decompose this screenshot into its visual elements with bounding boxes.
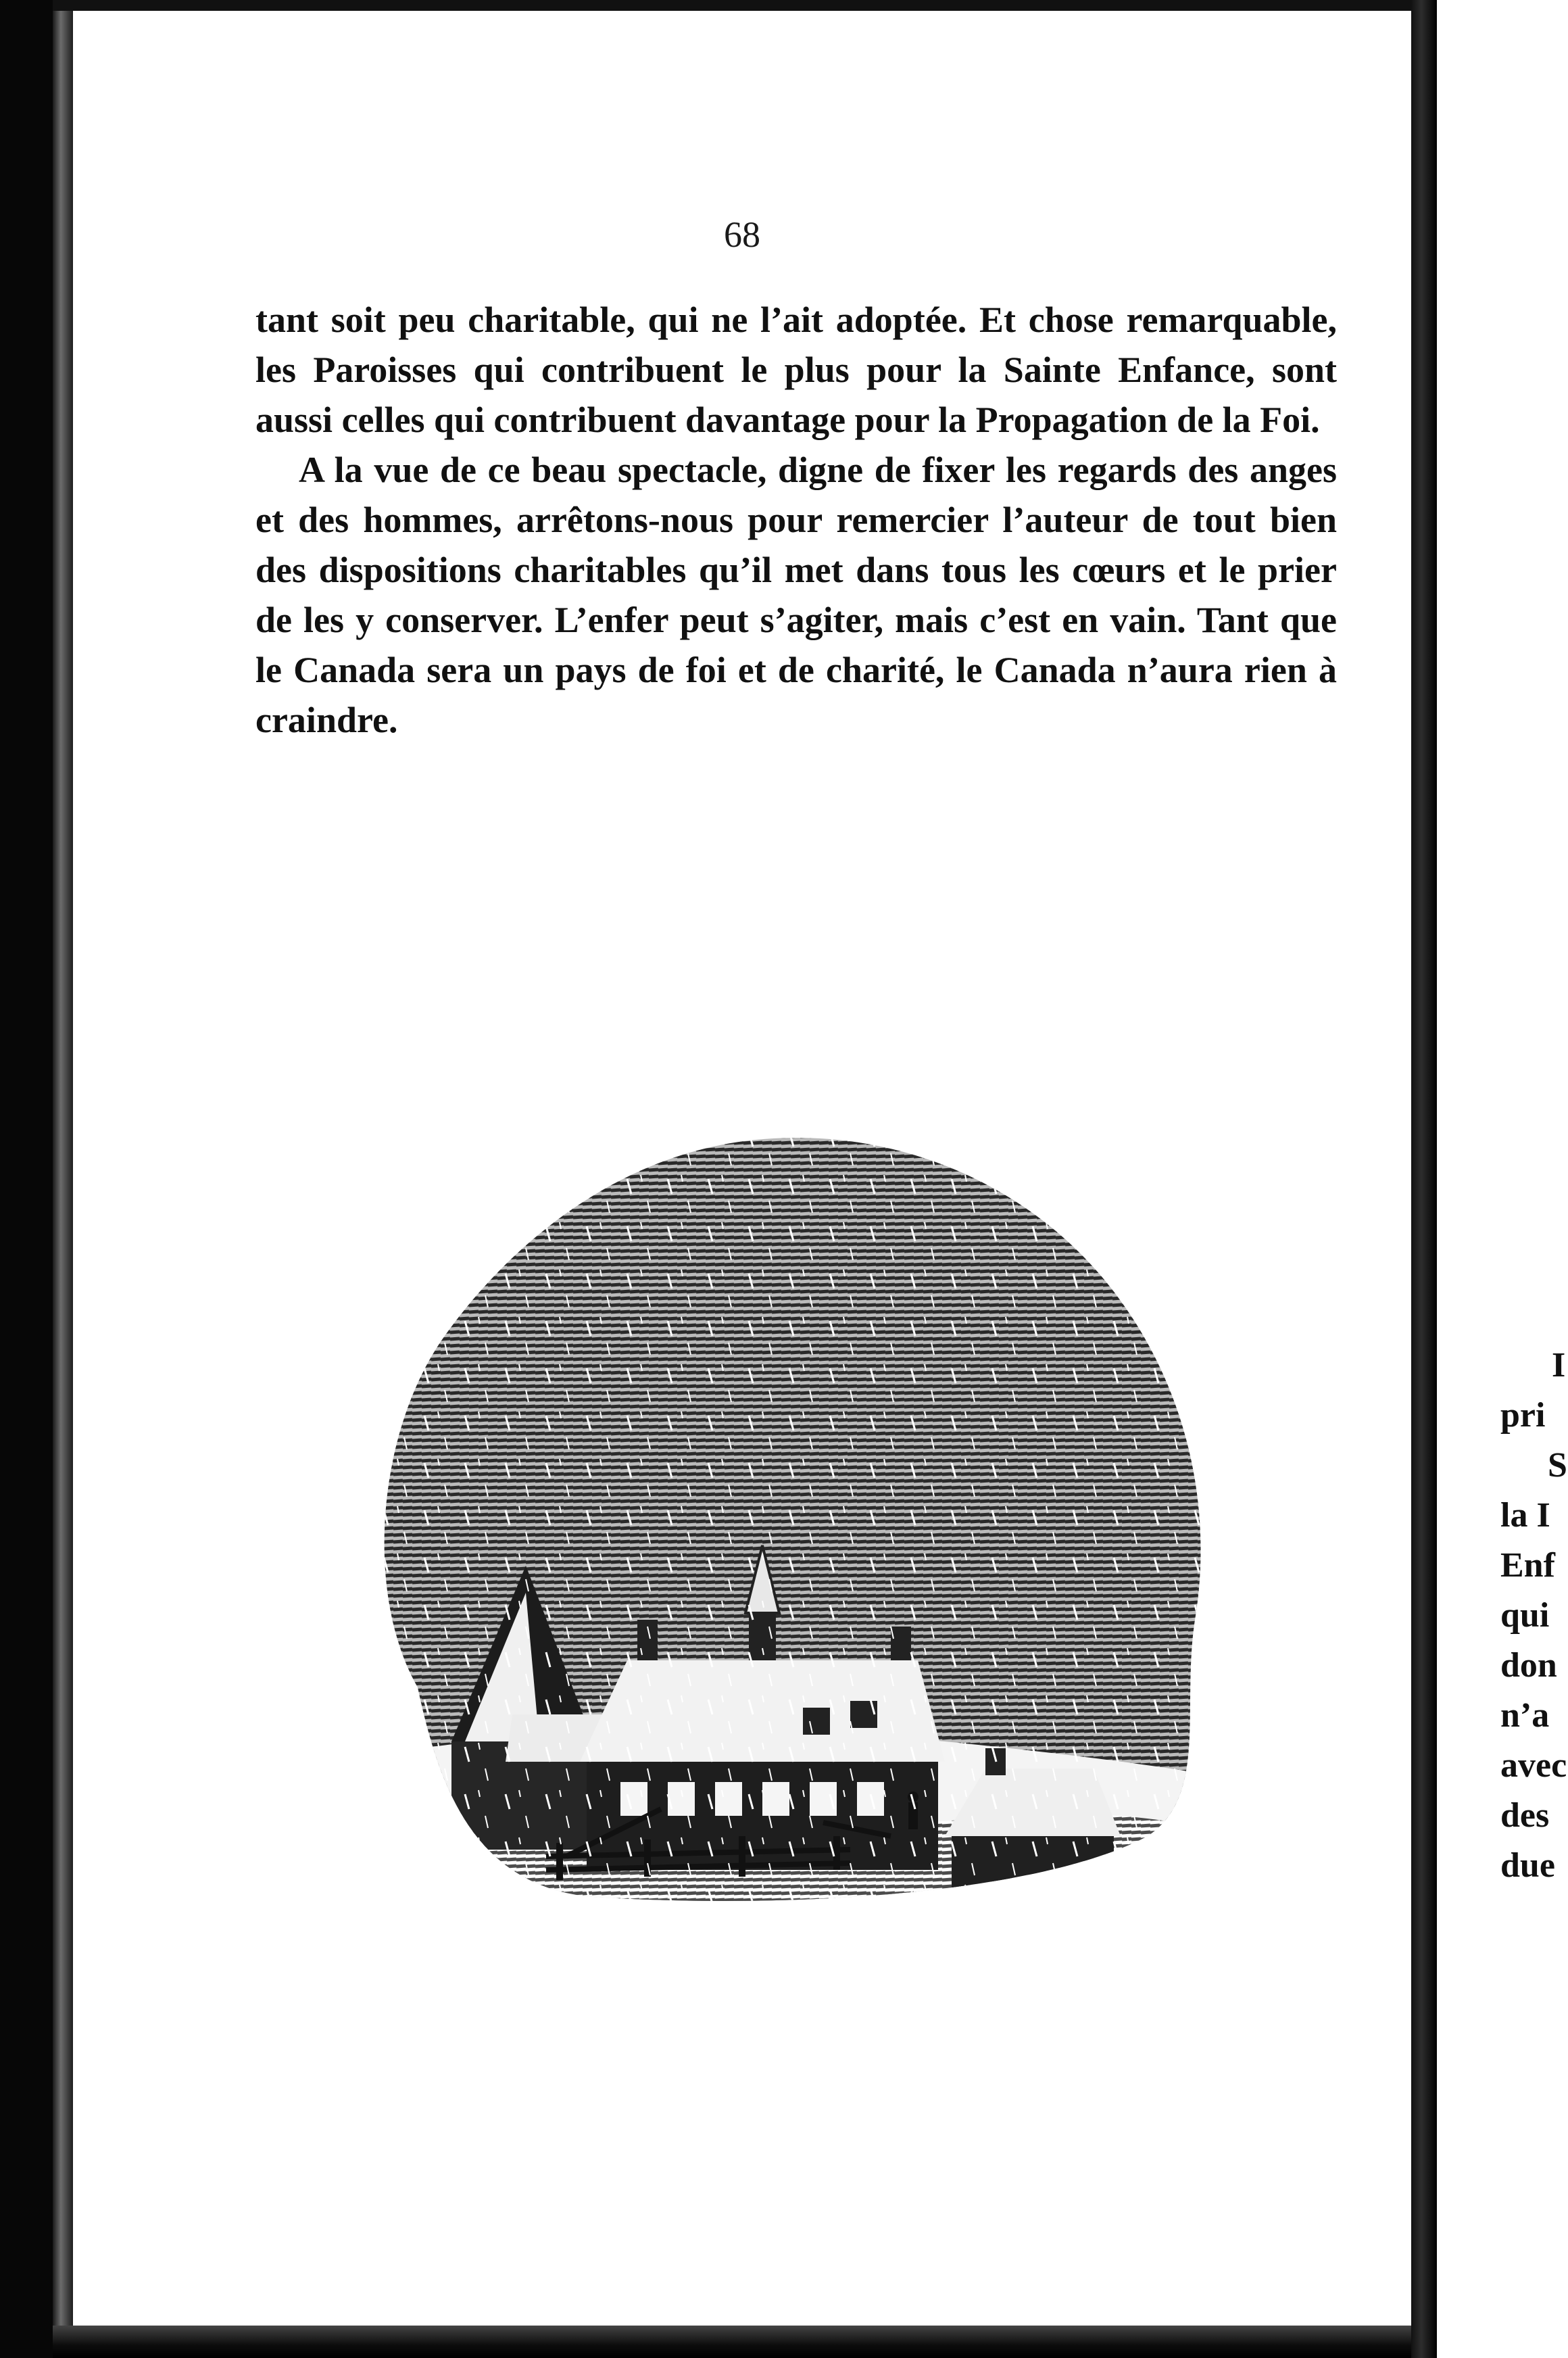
- facing-line-5: Enf: [1500, 1546, 1555, 1585]
- facing-line-1: I: [1552, 1346, 1566, 1385]
- page-number: 68: [724, 214, 760, 255]
- facing-line-9: avec: [1500, 1746, 1567, 1785]
- facing-page-fragment: [1437, 0, 1568, 2358]
- facing-line-4: la I: [1500, 1496, 1550, 1535]
- facing-line-3: S: [1548, 1446, 1567, 1485]
- facing-line-8: n’a: [1500, 1696, 1550, 1735]
- scan-top-edge: [53, 0, 1425, 11]
- winter-village-engraving-icon: [337, 1079, 1283, 1944]
- paragraph-1: tant soit peu charitable, qui ne l’ait adoptée. Et chose remarquable, les Paroisses qui contribuent le plus pour la Sainte Enfance, sont aussi celles qui contribuent davantage pour la Propagation de la Foi.: [255, 299, 1337, 440]
- facing-line-7: don: [1500, 1646, 1557, 1685]
- scan-left-margin: [0, 0, 53, 2358]
- book-left-edge: [53, 0, 73, 2358]
- book-gutter: [1411, 0, 1437, 2358]
- book-page: [73, 11, 1411, 2326]
- scan-bottom-edge: [53, 2326, 1425, 2358]
- facing-line-2: pri: [1500, 1396, 1546, 1435]
- paragraph-2: A la vue de ce beau spectacle, digne de fixer les regards des anges et des hommes, arrêtons-nous pour remercier l’auteur de tout bien des dispositions charitables qu’il met dans tous les cœurs et le prier de les y conserver. L’enfer peut s’agiter, mais c’est en vain. Tant que le Canada sera un pays de foi et de charité, le Canada n’aura rien à craindre.: [255, 450, 1337, 740]
- page-body-text: [255, 295, 1337, 745]
- facing-line-6: qui: [1500, 1596, 1550, 1635]
- facing-line-10: des: [1500, 1796, 1550, 1835]
- facing-line-11: due: [1500, 1846, 1555, 1885]
